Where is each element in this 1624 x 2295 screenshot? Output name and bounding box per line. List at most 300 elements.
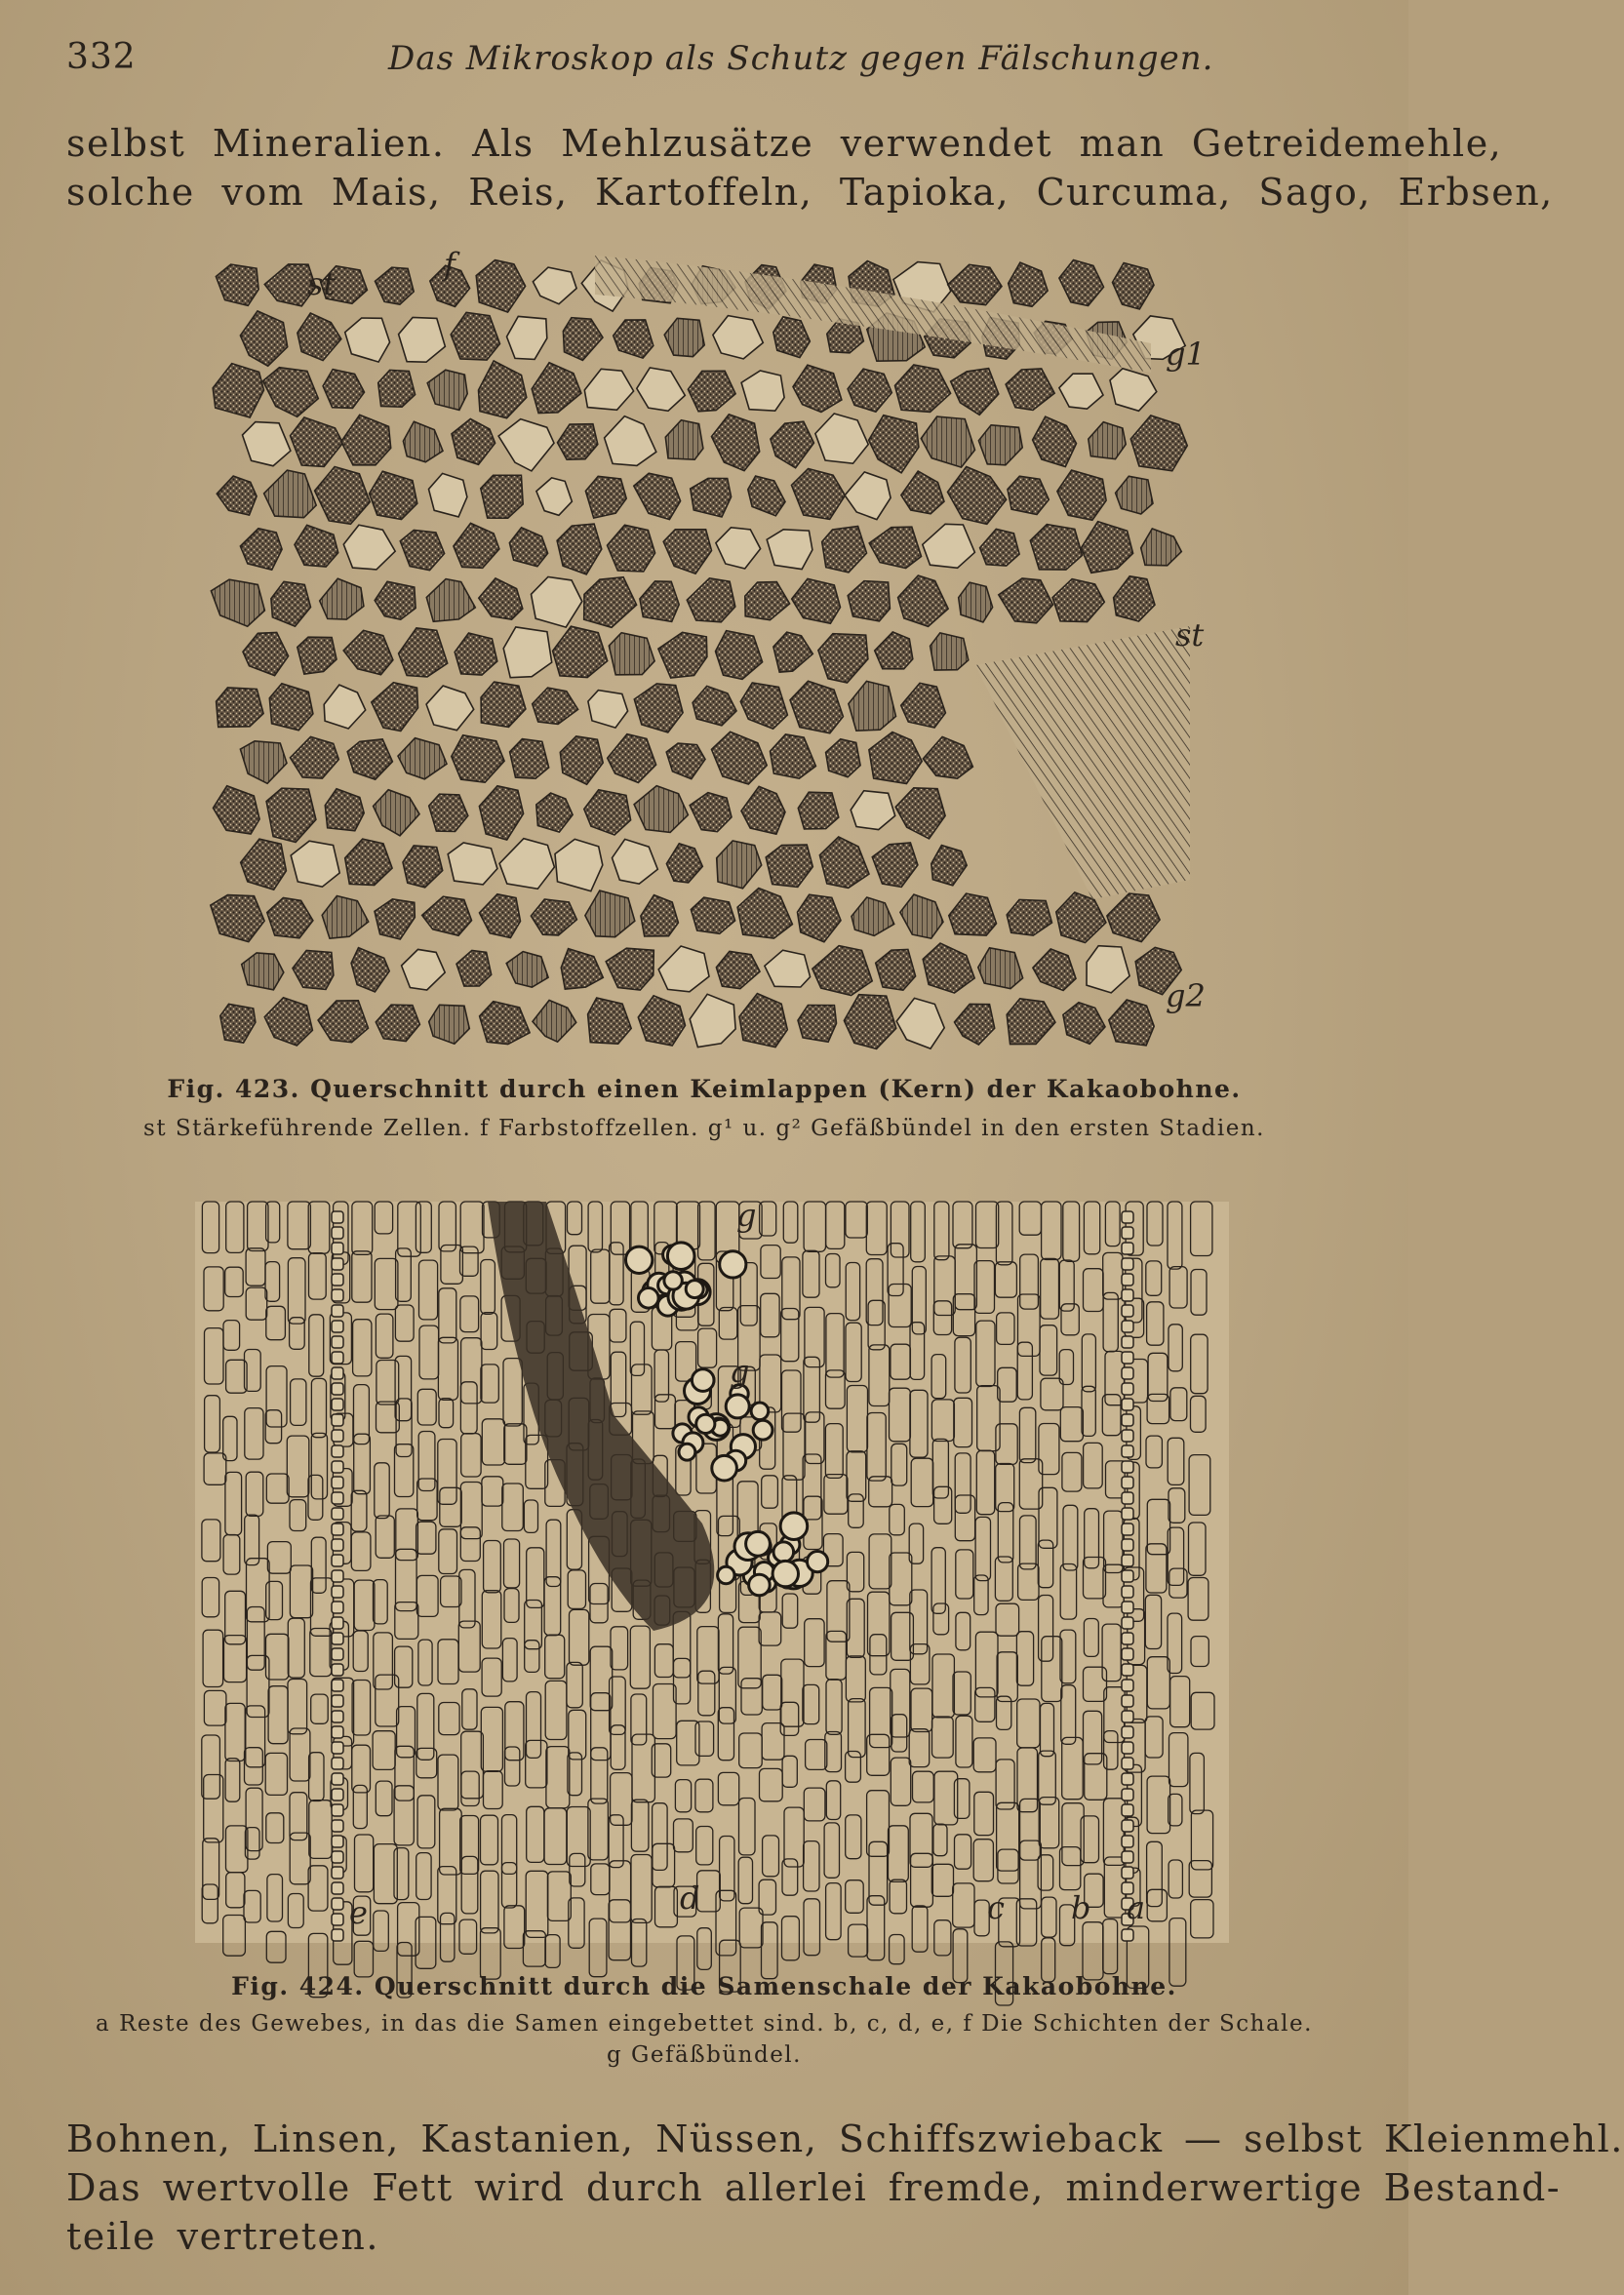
tissue-cell [712, 415, 760, 471]
bead-cell [332, 1867, 343, 1879]
label-g2: g2 [1166, 977, 1206, 1014]
tissue-cell [766, 845, 812, 887]
tissue-cell [1007, 999, 1055, 1045]
bead-cell [1122, 1586, 1133, 1598]
tissue-cell [1006, 369, 1054, 410]
label-f: f [444, 246, 456, 283]
bead-cell [332, 1602, 343, 1613]
tissue-cell [376, 1005, 419, 1041]
vessel-cell [626, 1246, 653, 1273]
bead-cell [1122, 1399, 1133, 1410]
tissue-cell [798, 894, 842, 942]
tissue-cell [217, 476, 257, 515]
tissue-cell [798, 792, 839, 829]
tissue-cell [818, 634, 868, 683]
tissue-cell [498, 419, 554, 471]
tissue-cell [584, 577, 637, 628]
tissue-cell [1116, 476, 1153, 514]
bead-cell [1122, 1804, 1133, 1816]
bead-cell [1122, 1617, 1133, 1629]
vessel-cell [726, 1395, 749, 1418]
vessel-cell [696, 1414, 715, 1433]
bead-cell [1122, 1633, 1133, 1644]
label-e: e [349, 1894, 368, 1931]
tissue-cell [563, 318, 603, 361]
bead-cell [332, 1789, 343, 1800]
text-line: solche vom Mais, Reis, Kartoffeln, Tapioka, Curcuma, Sago, Erbsen, [66, 171, 1554, 214]
bead-cell [1122, 1680, 1133, 1691]
bead-cell [332, 1570, 343, 1582]
tissue-cell [740, 683, 787, 729]
caption-legend-text: g Gefäßbündel. [607, 2042, 802, 2068]
tissue-cell [532, 577, 582, 628]
tissue-cell [240, 529, 282, 570]
bead-cell [332, 1274, 343, 1286]
tissue-cell [351, 948, 389, 992]
tissue-cell [343, 525, 395, 570]
tissue-cell [959, 582, 993, 622]
tissue-cell [955, 1004, 995, 1045]
bead-cell [332, 1758, 343, 1769]
tissue-cell [951, 369, 999, 415]
tissue-cell [980, 529, 1020, 566]
tissue-cell [793, 365, 842, 412]
tissue-cell [690, 994, 735, 1047]
tissue-cell [214, 786, 260, 834]
tissue-cell [507, 316, 547, 359]
bead-cell [332, 1492, 343, 1504]
tissue-cell [400, 531, 444, 571]
bead-cell [332, 1914, 343, 1925]
running-title: Das Mikroskop als Schutz gegen Fälschungen. [388, 39, 1214, 78]
bead-cell [332, 1555, 343, 1566]
bead-cell [1122, 1321, 1133, 1332]
tissue-cell [638, 996, 685, 1046]
tissue-cell [375, 581, 416, 619]
label-g1: g1 [1166, 336, 1206, 373]
bead-cell [1122, 1508, 1133, 1520]
tissue-cell [403, 846, 443, 888]
tissue-cell [372, 683, 418, 732]
tissue-cell [399, 318, 446, 363]
bead-cell [1122, 1367, 1133, 1379]
tissue-cell [297, 313, 341, 361]
bead-cell [1122, 1274, 1133, 1286]
tissue-cell [1008, 476, 1049, 514]
tissue-cell [896, 998, 944, 1049]
tissue-cell [345, 839, 392, 885]
tissue-cell [1056, 892, 1106, 943]
vessel-cell [664, 1272, 682, 1289]
tissue-cell [479, 361, 527, 418]
label-g-top: g [736, 1197, 757, 1234]
tissue-cell [851, 791, 895, 830]
bead-cell [332, 1711, 343, 1722]
bead-cell [332, 1586, 343, 1598]
tissue-cell [456, 951, 492, 987]
tissue-cell [532, 363, 581, 414]
page-number: 332 [66, 37, 137, 77]
tissue-cell [479, 786, 523, 840]
tissue-cell [848, 369, 891, 412]
tissue-cell [318, 1001, 368, 1043]
bead-cell [1122, 1602, 1133, 1613]
bead-cell [332, 1851, 343, 1863]
bead-cell [1122, 1430, 1133, 1442]
tissue-cell [900, 894, 943, 938]
tissue-cell [716, 631, 763, 680]
vessel-cell [639, 1288, 659, 1309]
tissue-cell [374, 790, 419, 836]
label-d: d [680, 1880, 700, 1917]
tissue-cell [243, 422, 291, 466]
tissue-cell [716, 951, 760, 988]
bead-cell [332, 1539, 343, 1551]
tissue-cell [399, 628, 448, 677]
tissue-cell [1009, 262, 1048, 306]
bead-cell [1122, 1555, 1133, 1566]
bead-cell [1122, 1539, 1133, 1551]
tissue-cell [481, 682, 526, 727]
bead-cell [1122, 1523, 1133, 1535]
tissue-cell [948, 264, 1002, 304]
tissue-cell [320, 578, 364, 619]
tissue-cell [1033, 949, 1076, 991]
tissue-cell [634, 786, 688, 833]
tissue-cell [536, 478, 573, 515]
bead-cell [332, 1836, 343, 1847]
tissue-cell [448, 843, 497, 885]
tissue-cell [978, 948, 1023, 989]
tissue-cell [634, 684, 683, 732]
tissue-cell [481, 475, 523, 518]
tissue-cell [849, 681, 896, 731]
bead-cell [332, 1352, 343, 1364]
bead-cell [332, 1508, 343, 1520]
bead-cell [332, 1664, 343, 1676]
vessel-cell [686, 1281, 703, 1298]
tissue-cell [1033, 416, 1077, 466]
tissue-cell [666, 743, 705, 779]
bead-cell [1122, 1929, 1133, 1941]
bead-cell [1122, 1305, 1133, 1317]
tissue-cell [264, 470, 317, 518]
tissue-cell [898, 575, 949, 626]
tissue-cell [792, 578, 841, 623]
label-g-mid: g [730, 1353, 750, 1390]
tissue-cell [690, 793, 732, 832]
tissue-cell [605, 416, 656, 466]
tissue-cell [452, 419, 495, 465]
tissue-cell [588, 691, 628, 729]
tissue-cell [533, 1001, 576, 1043]
vessel-cell [746, 1531, 771, 1556]
tissue-cell [263, 368, 319, 417]
tissue-cell [324, 685, 366, 729]
label-st-top: st [307, 265, 337, 302]
bead-cell [332, 1804, 343, 1816]
vessel-cell [773, 1542, 794, 1563]
bead-cell [332, 1258, 343, 1270]
tissue-cell [499, 839, 554, 890]
tissue-cell [370, 471, 417, 519]
tissue-cell [716, 528, 761, 569]
tissue-cell [798, 1006, 837, 1043]
bead-cell [1122, 1352, 1133, 1364]
vessel-cell [780, 1513, 808, 1540]
tissue-cell [748, 476, 785, 516]
text-line: selbst Mineralien. Als Mehlzusätze verwendet man Getreidemehle, [66, 122, 1503, 165]
tissue-cell [1059, 374, 1103, 409]
text-line: teile vertreten. [66, 2215, 379, 2258]
tissue-cell [713, 316, 763, 359]
bead-cell [332, 1399, 343, 1410]
tissue-cell [875, 632, 913, 669]
bead-cell [332, 1289, 343, 1301]
bead-cell [1122, 1289, 1133, 1301]
tissue-cell [848, 581, 890, 621]
bead-cell [1122, 1773, 1133, 1785]
tissue-cell [1089, 422, 1126, 459]
tissue-cell [792, 469, 846, 520]
tissue-cell [1110, 369, 1157, 412]
tissue-cell [663, 530, 711, 574]
vessel-cell [751, 1403, 769, 1420]
tissue-cell [790, 681, 843, 733]
tissue-cell [560, 736, 603, 784]
tissue-cell [553, 626, 608, 677]
tissue-cell [345, 318, 390, 362]
bead-cell [1122, 1336, 1133, 1348]
tissue-cell [536, 793, 573, 832]
tissue-cell [767, 530, 812, 570]
tissue-cell [429, 1005, 470, 1044]
bead-cell [332, 1523, 343, 1535]
tissue-cell [479, 578, 523, 619]
tissue-cell [533, 267, 576, 304]
bead-cell [332, 1648, 343, 1660]
bead-cell [1122, 1851, 1133, 1863]
tissue-cell [509, 528, 547, 567]
tissue-cell [949, 893, 997, 935]
tissue-cell [822, 527, 867, 573]
bead-cell [332, 1742, 343, 1754]
paragraph-bottom [66, 2115, 1624, 2261]
tissue-cell [606, 948, 654, 990]
text-line: Bohnen, Linsen, Kastanien, Nüssen, Schiffszwieback — selbst Kleienmehl. [66, 2117, 1624, 2160]
bead-cell [1122, 1648, 1133, 1660]
tissue-cell [693, 686, 736, 725]
tissue-cell [403, 421, 443, 462]
tissue-cell [375, 899, 415, 939]
bead-cell [332, 1820, 343, 1832]
figure-423-caption-legend [0, 1116, 1408, 1141]
tissue-cell [293, 950, 334, 989]
tissue-cell [402, 949, 446, 990]
bead-cell [1122, 1695, 1133, 1707]
bead-cell [1122, 1726, 1133, 1738]
bead-cell [332, 1321, 343, 1332]
tissue-cell [978, 425, 1022, 465]
caption-title-text: Fig. 424. Querschnitt durch die Samenschale der Kakaobohne. [231, 1972, 1177, 2000]
tissue-cell [558, 424, 598, 460]
tissue-cell [295, 525, 338, 567]
tissue-cell [266, 788, 316, 842]
tissue-cell [243, 632, 289, 675]
tissue-cell [376, 267, 415, 304]
tissue-cell [923, 736, 972, 778]
tissue-cell [901, 683, 946, 728]
tissue-cell [658, 632, 707, 678]
tissue-cell [1087, 946, 1129, 993]
tissue-cell [1052, 579, 1104, 622]
tissue-cell [773, 317, 811, 358]
tissue-cell [1057, 470, 1106, 520]
figure-424-caption-legend-1 [0, 2011, 1408, 2037]
bead-cell [332, 1336, 343, 1348]
tissue-cell [609, 633, 654, 675]
tissue-cell [533, 688, 578, 724]
tissue-cell [240, 741, 287, 784]
vessel-cell [679, 1444, 695, 1460]
tissue-cell [322, 896, 369, 939]
tissue-cell [634, 473, 681, 519]
tissue-cell [931, 846, 967, 886]
tissue-cell [341, 415, 391, 465]
tissue-cell [658, 946, 709, 992]
bead-cell [1122, 1570, 1133, 1582]
tissue-cell [1141, 529, 1182, 566]
tissue-cell [614, 320, 654, 358]
tissue-cell [869, 527, 921, 568]
figure-424-caption-title [0, 1972, 1408, 2000]
tissue-cell [773, 632, 812, 672]
tissue-cell [664, 318, 704, 356]
figure-423-illustration [215, 246, 1209, 1042]
tissue-cell [844, 995, 895, 1049]
tissue-cell [665, 420, 703, 460]
tissue-cell [325, 789, 364, 831]
tissue-cell [640, 581, 679, 622]
bead-cell [332, 1227, 343, 1239]
tissue-cell [717, 841, 762, 889]
figure-423-caption-title [0, 1075, 1408, 1103]
tissue-cell [429, 794, 468, 831]
tissue-cell [608, 734, 656, 783]
tissue-cell [741, 786, 785, 834]
tissue-cell [264, 998, 312, 1046]
bead-cell [332, 1898, 343, 1910]
tissue-cell [931, 633, 969, 670]
tissue-cell [451, 312, 499, 360]
tissue-cell [584, 369, 633, 410]
bead-cell [1122, 1383, 1133, 1395]
tissue-cell [454, 523, 499, 568]
tissue-cell [476, 260, 525, 313]
tissue-cell [1007, 900, 1051, 936]
tissue-cell [687, 578, 735, 622]
tissue-cell [737, 889, 792, 939]
tissue-cell [1030, 525, 1082, 571]
tissue-cell [815, 414, 868, 463]
tissue-cell [455, 633, 497, 675]
tissue-cell [561, 949, 603, 990]
figure-424-caption-legend-2 [0, 2042, 1408, 2068]
bead-cell [1122, 1477, 1133, 1488]
bead-cell [332, 1243, 343, 1254]
tissue-cell [216, 264, 258, 305]
tissue-cell [510, 739, 549, 779]
tissue-cell [739, 994, 787, 1048]
tissue-cell [641, 895, 679, 936]
tissue-cell [315, 467, 371, 525]
caption-legend-text: st Stärkeführende Zellen. f Farbstoffzellen. g¹ u. g² Gefäßbündel in den ersten Stadien. [143, 1116, 1265, 1141]
bead-cell [332, 1445, 343, 1457]
tissue-cell [585, 890, 635, 937]
bead-cell [1122, 1227, 1133, 1239]
bead-cell [332, 1211, 343, 1223]
tissue-cell [427, 370, 467, 410]
tissue-cell [1113, 263, 1155, 309]
bead-cell [332, 1383, 343, 1395]
tissue-cell [1082, 522, 1133, 574]
bead-cell [1122, 1211, 1133, 1223]
tissue-cell [765, 950, 811, 987]
tissue-cell [895, 365, 951, 412]
tissue-cell [557, 524, 602, 574]
bead-cell [1122, 1836, 1133, 1847]
tissue-cell [588, 998, 632, 1044]
tissue-cell [1063, 1003, 1105, 1045]
bead-cell [332, 1367, 343, 1379]
vessel-cell [808, 1552, 828, 1572]
tissue-cell [688, 371, 735, 412]
tissue-cell [240, 311, 287, 366]
tissue-drawing [195, 1202, 1229, 2005]
tissue-cell [211, 895, 264, 942]
tissue-cell [452, 735, 504, 782]
tissue-cell [948, 467, 1007, 525]
vessel-cell [749, 1574, 771, 1596]
bead-cell [1122, 1445, 1133, 1457]
tissue-cell [426, 686, 474, 731]
tissue-cell [845, 472, 891, 520]
label-a: a [1127, 1889, 1146, 1926]
tissue-cell [426, 579, 475, 622]
tissue-cell [503, 627, 552, 678]
bead-cell [1122, 1461, 1133, 1473]
bead-cell [1122, 1789, 1133, 1800]
tissue-cell [211, 579, 264, 626]
vessel-cell [667, 1243, 694, 1270]
bead-cell [1122, 1414, 1133, 1426]
tissue-cell [901, 471, 944, 514]
tissue-cell [531, 899, 576, 935]
tissue-cell [999, 578, 1053, 623]
tissue-cell [1114, 576, 1155, 621]
caption-legend-text: a Reste des Gewebes, in das die Samen eingebettet sind. b, c, d, e, f Die Schichten der Schale. [96, 2011, 1313, 2037]
vessel-cell [692, 1369, 714, 1392]
bead-cell [1122, 1664, 1133, 1676]
tissue-cell [895, 788, 945, 839]
bead-cell [332, 1477, 343, 1488]
tissue-cell [869, 732, 922, 784]
bead-cell [332, 1726, 343, 1738]
tissue-cell [343, 630, 393, 674]
bead-cell [1122, 1820, 1133, 1832]
bead-cell [332, 1305, 343, 1317]
bead-cell [1122, 1711, 1133, 1722]
